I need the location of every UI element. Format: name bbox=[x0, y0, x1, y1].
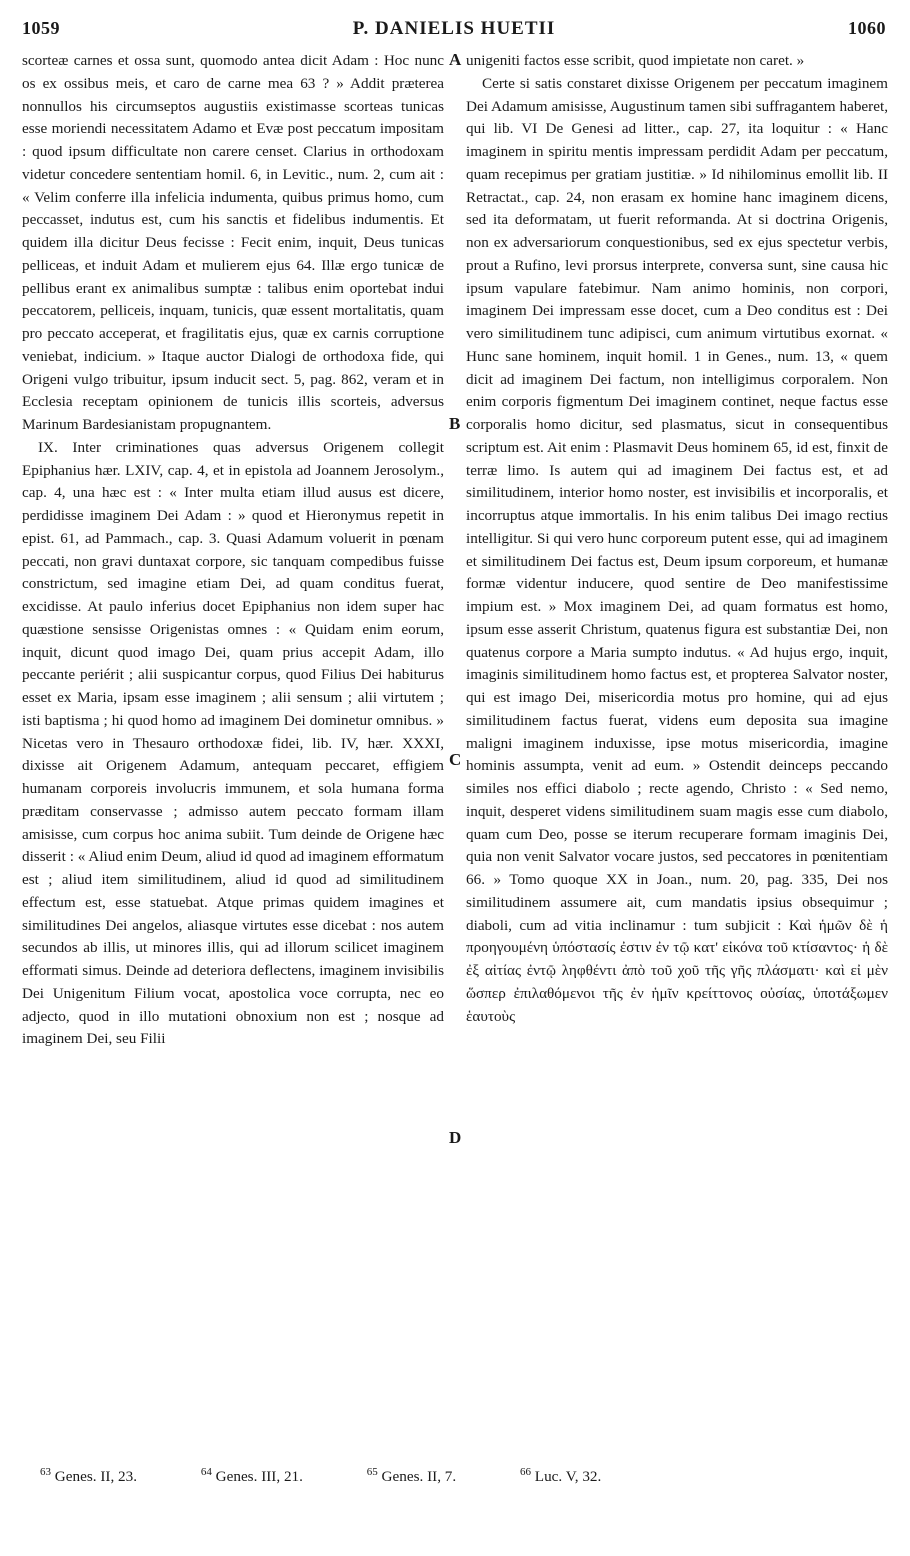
page-number-right: 1060 bbox=[848, 18, 886, 38]
footnote: $^{65}$ Genes. II, 7. bbox=[366, 1466, 457, 1486]
margin-letter-d: D bbox=[449, 1128, 462, 1147]
margin-letter-a: A bbox=[449, 50, 462, 69]
footnote: $^{66}$ Luc. V, 32. bbox=[520, 1466, 602, 1486]
page-number-left: 1059 bbox=[22, 18, 60, 38]
footnotes bbox=[40, 1466, 880, 1486]
running-title: P. DANIELIS HUETII bbox=[352, 18, 556, 39]
footnote: $^{64}$ Genes. III, 21. bbox=[200, 1466, 303, 1486]
paragraph: Certe si satis constaret dixisse Origenem per peccatum imaginem Dei Adamum amisisse, Augustinum tamen sibi suffragantem haberet, qui lib. VI De Genesi ad litter., cap. 27, ita loquitur : « Hanc imaginem in spiritu mentis impressam perdidit Adam per peccatum, quam recepimus per gratiam justitiæ. » Id nihilominus emollit lib. II Retractat., cap. 24, non erasam ex homine hanc imaginem dicens, sed ita deformatam, ut fuerit reformanda. At si doctrina Origenis, non ex adversariorum conquestionibus, sed ex ejus spectetur verbis, prout a Rufino, levi prorsus interprete, conversa sunt, sine causa hic ipsum vapulare fatebimur. Nam animo hominis, non corpori, imaginem Dei impressam esse docet, cum a Deo conditus est : Dei vero similitudinem tunc adipisci, cum animum virtutibus exornat. « Hunc sane hominem, inquit homil. 1 in Genes., num. 13, « quem dicit ad imaginem Dei factum, non intelligimus corporalem. Non enim corporis figmentum Dei imaginem continet, neque factus esse corporalis homo dicitur, sed plasmatus, sicut in consequentibus scriptum est. Ait enim : Plasmavit Deus hominem 65, id est, finxit de terræ limo. Is autem qui ad imaginem Dei factus est, et ad similitudinem, interior homo noster, est invisibilis et incorporalis, et incorruptus atque immortalis. In his enim talibus Dei imago rectius intelligitur. Si qui vero hunc corporeum putent esse, qui ad imaginem et similitudinem Dei factus est, Deum ipsum corporeum, et humanæ formæ videntur inducere, quod sentire de Deo manifestissime impium est. » Mox imaginem Dei, ad quam formatus est homo, ipsum esse asserit Christum, quatenus figura est substantiæ Dei, non quatenus corpore a Maria sumpto indutus. « Ad hujus ergo, inquit, imaginis similitudinem homo factus est, et propterea Salvator noster, qui est imago Dei, misericordia motus pro homine, qui ad ejus similitudinem factus fuerat, videns eum deposita sua imagine maligni imaginem induxisse, ipse motus misericordia, imagine hominis assumpta, venit ad eum. » Ostendit deinceps peccando similes nos effici diabolo ; recte agendo, Christo : « Sed nemo, inquit, desperet videns similitudinem suam magis esse cum diabolo, quam cum Deo, posse se iterum recuperare formam imaginis Dei, quia non venit Salvator vocare justos, sed peccatores in pœnitentiam 66. » Tomo quoque XX in Joan., num. 20, pag. 335, Dei nos similitudinem assumere ait, cum mandatis ipsius obsequimur ; diaboli, cum ad vitia inclinamur : tum subjicit : Καὶ ἡμῶν δὲ ἡ προηγουμένη ὑπόστασίς ἐστιν ἐν τῷ κατ' εἰκόνα τοῦ κτίσαντος· ἡ δὲ ἐξ αἰτίας ἐντῷ ληφθέντι ἀπὸ τοῦ χοῦ τῆς γῆς πλάσματι· καὶ εἰ μὲν ὥσπερ ἐπιλαθόμενοι τῆς ἐν ἡμῖν κρείττονος οὐσίας, ὑποτάξωμεν ἑαυτοὺς bbox=[466, 74, 888, 1025]
paragraph: unigeniti factos esse scribit, quod impietate non caret. » bbox=[466, 52, 805, 69]
paragraph: scorteæ carnes et ossa sunt, quomodo antea dicit Adam : Hoc nunc os ex ossibus meis, et caro de carne mea 63 ? » Addit præterea nonnullos his circumseptos augustiis existimasse scorteas tunicas esse moriendi necessitatem Adamo et Evæ post peccatum impositam : quod ipsum difficultate non carere censet. Clarius in orthodoxam videtur concedere sententiam homil. 6, in Levitic., num. 2, cum ait : « Velim conferre illa infelicia indumenta, quibus primus homo, cum peccasset, indutus est, cum his sanctis et fidelibus indumentis. Et quidem illa dicitur Deus fecisse : Fecit enim, inquit, Deus tunicas pelliceas, et induit Adam et mulierem ejus 64. Illæ ergo tunicæ de pellibus erant ex animalibus sumptæ : talibus enim oportebat indui peccatorem, pelliceis, inquam, tunicis, quæ essent mortalitatis, quam pro peccato acceperat, et fragilitatis ejus, quæ ex carnis corruptione veniebat, indicium. » Itaque auctor Dialogi de orthodoxa fide, qui Origeni vulgo tribuitur, ipsum inducit sect. 5, pag. 862, veram et in Ecclesia receptam opinionem de tunicis illis scorteis, adversus Marinum Bardesianistam propugnantem. bbox=[22, 52, 444, 433]
margin-letter-c: C bbox=[449, 750, 462, 769]
right-column bbox=[466, 50, 888, 1028]
footnote: $^{63}$ Genes. II, 23. bbox=[40, 1466, 138, 1486]
page-header bbox=[22, 18, 886, 44]
paragraph: IX. Inter criminationes quas adversus Origenem collegit Epiphanius hær. LXIV, cap. 4, et in epistola ad Joannem Jerosolym., cap. 4, una hæc est : « Inter multa etiam illud ausus est dicere, perdidisse imaginem Dei Adam : » quod et Hieronymus repetit in epist. 61, ad Pammach., cap. 3. Quasi Adamum voluerit in pœnam peccati, non gravi duntaxat corpore, sic tanquam compedibus fuisse constrictum, sed imagine etiam Dei, ad quam conditus fuerat, excidisse. At paulo inferius docet Epiphanius non idem super hac quæstione sensisse Origenistas omnes : « Quidam enim eorum, inquit, dicunt quod imago Dei, quam prius accepit Adam, illo peccante periérit ; alii suspicantur corpus, quod Filius Dei habiturus esset ex Maria, ipsam esse imaginem ; alii sensum ; alii virtutem ; isti baptisma ; hi quod homo ad imaginem Dei dominetur omnibus. » Nicetas vero in Thesauro orthodoxæ fidei, lib. IV, hær. XXXI, dixisse ait Origenem Adamum, antequam peccaret, effigiem humanam corporeis involucris immunem, et sola humana forma præditam conservasse ; admisso autem peccato formam illam amisisse, cum corpus hoc anima subiit. Tum deinde de Origene hæc disserit : « Aliud enim Deum, aliud id quod ad imaginem efformatum est ; aliud item similitudinem, aliud id quod ad similitudinem effectum est, esse statuebat. Atque primas quidem imagines et similitudines Dei angelos, aliasque virtutes esse dicebat : nos autem secundos ab illis, ut minores illis, qui ad illorum scilicet imaginem efformati simus. Deinde ad deteriora deflectens, imaginem invisibilis Dei Unigenitum Filium vocat, apostolica voce corrupta, nec eo adjecto, quod in illo mutationi obnoxium non est ; nosque ad imaginem Dei, seu Filii bbox=[22, 438, 444, 1048]
margin-letter-b: B bbox=[449, 414, 461, 433]
left-column bbox=[22, 50, 444, 1051]
